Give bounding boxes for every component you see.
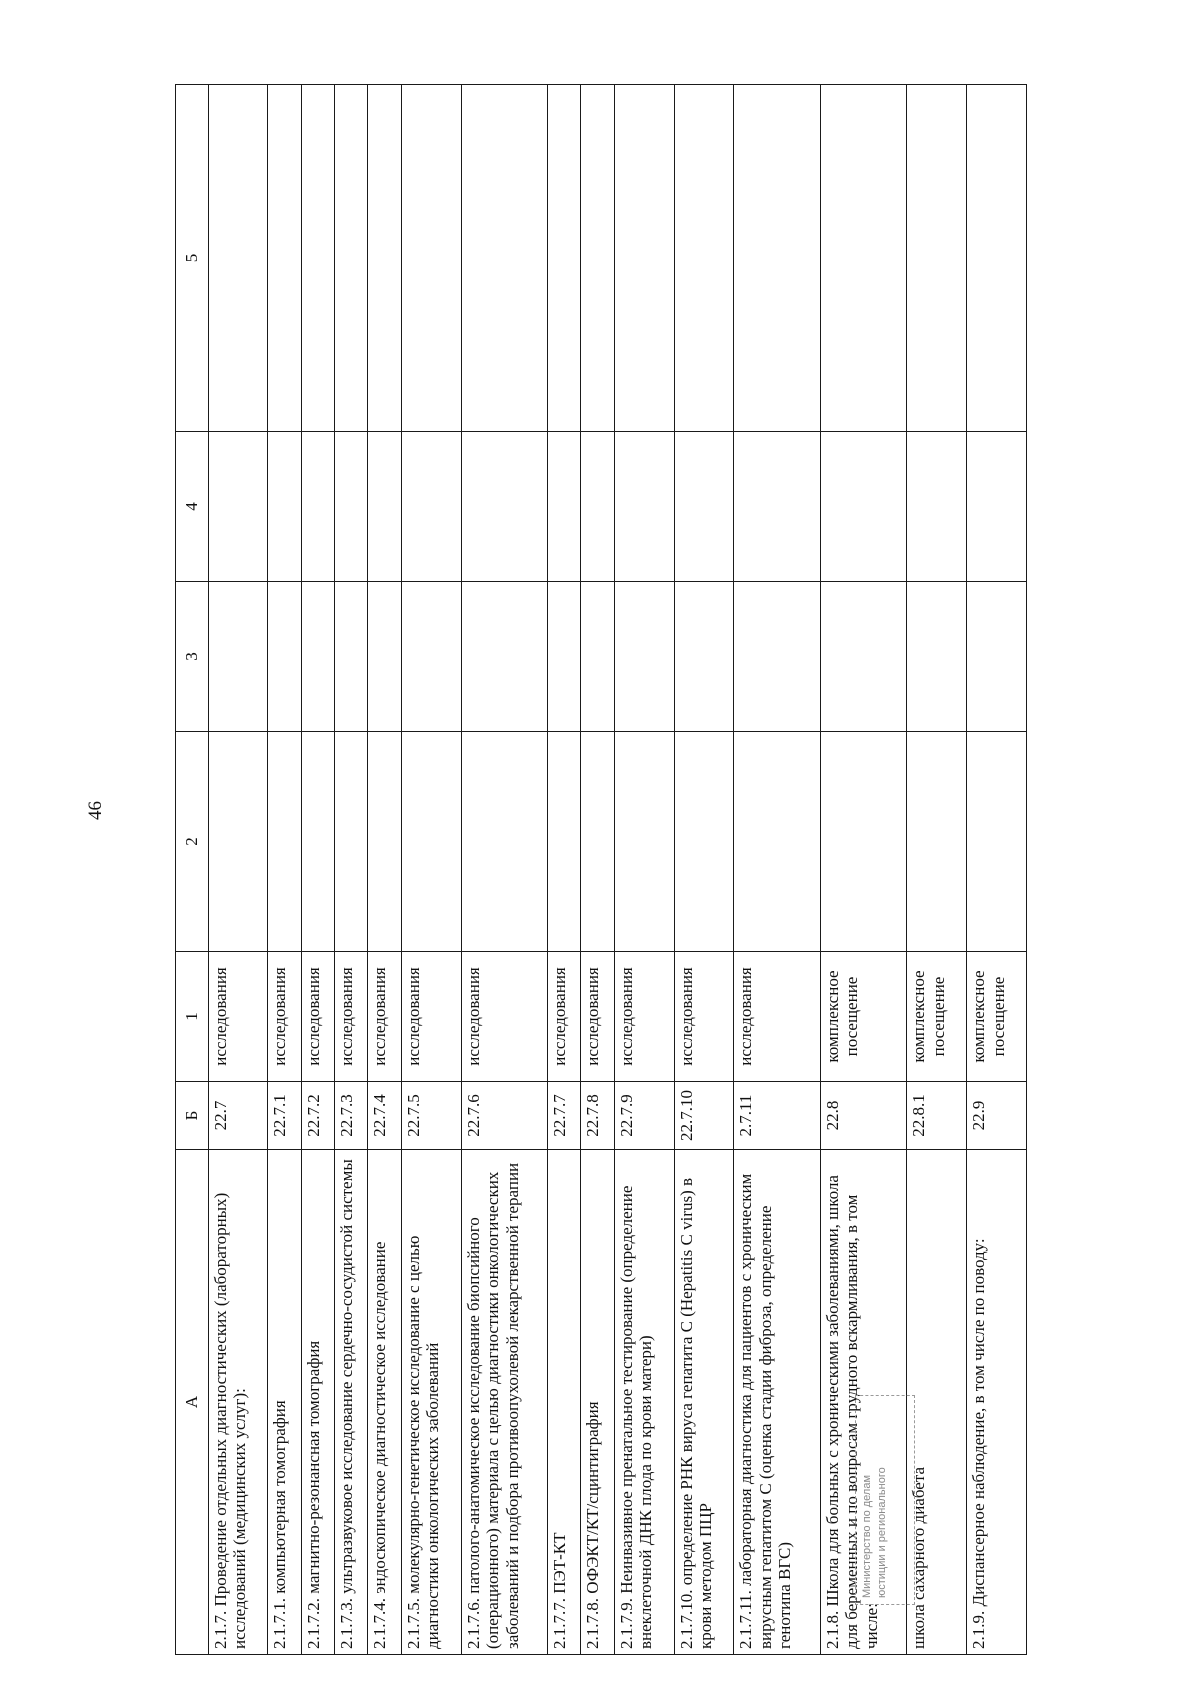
row-name: 2.1.7.9. Неинвазивное пренатальное тестирование (определение внеклеточной ДНК плода по крови матери) [614,1150,674,1655]
row-unit: исследования [614,952,674,1082]
stamp-line-2: юстиции и регионального [875,1467,888,1598]
cell-empty [907,432,967,582]
row-unit: исследования [208,952,268,1082]
cell-empty [967,432,1027,582]
cell-empty [268,432,301,582]
row-code: 22.7.3 [335,1082,368,1150]
table-row [581,85,614,1655]
row-code: 22.7.7 [547,1082,580,1150]
cell-empty [547,432,580,582]
cell-empty [734,582,820,732]
row-code: 22.8.1 [907,1082,967,1150]
row-name: 2.1.7.2. магнитно-резонансная томография [301,1150,334,1655]
row-name: школа сахарного диабета [907,1150,967,1655]
cell-empty [967,582,1027,732]
cell-empty [614,582,674,732]
cell-empty [401,582,461,732]
row-code: 22.7.9 [614,1082,674,1150]
row-name: 2.1.7.7. ПЭТ-КТ [547,1150,580,1655]
row-name: 2.1.7.8. ОФЭКТ/КТ/сцинтиграфия [581,1150,614,1655]
row-unit: исследования [547,952,580,1082]
row-unit: исследования [461,952,547,1082]
cell-empty [614,432,674,582]
header-col-a: А [176,1150,209,1655]
faded-stamp [855,1395,915,1605]
cell-empty [734,432,820,582]
table-row [674,85,734,1655]
cell-empty [268,732,301,952]
cell-empty [820,732,906,952]
cell-empty [907,732,967,952]
cell-empty [401,85,461,432]
cell-empty [547,732,580,952]
cell-empty [301,432,334,582]
table-row [907,85,967,1655]
cell-empty [967,85,1027,432]
row-code: 22.7.2 [301,1082,334,1150]
table-row [335,85,368,1655]
row-unit: комплексное посещение [907,952,967,1082]
row-unit: комплексное посещение [967,952,1027,1082]
row-name: 2.1.7.4. эндоскопическое диагностическое исследование [368,1150,401,1655]
cell-empty [335,432,368,582]
table-row [461,85,547,1655]
page-number: 46 [85,801,106,820]
cell-empty [335,732,368,952]
row-code: 2.7.11 [734,1082,820,1150]
row-unit: исследования [401,952,461,1082]
row-name: 2.1.7. Проведение отдельных диагностических (лабораторных) исследований (медицинских услуг): [208,1150,268,1655]
row-unit: исследования [734,952,820,1082]
table-row [967,85,1027,1655]
header-col-4: 4 [176,432,209,582]
cell-empty [581,85,614,432]
header-col-5: 5 [176,85,209,432]
table-row [547,85,580,1655]
cell-empty [547,582,580,732]
row-code: 22.7.6 [461,1082,547,1150]
row-unit: исследования [674,952,734,1082]
cell-empty [301,85,334,432]
row-code: 22.7.1 [268,1082,301,1150]
cell-empty [208,582,268,732]
header-col-b: Б [176,1082,209,1150]
row-unit: исследования [301,952,334,1082]
row-code: 22.9 [967,1082,1027,1150]
table-header-row [176,85,209,1655]
row-name: 2.1.7.3. ультразвуковое исследование сердечно-сосудистой системы [335,1150,368,1655]
table-row [614,85,674,1655]
cell-empty [268,85,301,432]
cell-empty [674,732,734,952]
cell-empty [401,432,461,582]
cell-empty [674,432,734,582]
header-col-3: 3 [176,582,209,732]
cell-empty [335,582,368,732]
table-row [401,85,461,1655]
row-code: 22.7.8 [581,1082,614,1150]
row-code: 22.7.10 [674,1082,734,1150]
row-name: 2.1.9. Диспансерное наблюдение, в том числе по поводу: [967,1150,1027,1655]
cell-empty [614,732,674,952]
cell-empty [674,85,734,432]
cell-empty [368,85,401,432]
cell-empty [820,582,906,732]
header-col-2: 2 [176,732,209,952]
cell-empty [820,85,906,432]
row-name: 2.1.7.11. лабораторная диагностика для пациентов с хроническим вирусным гепатитом C (оценка стадии фиброза, определение генотипа ВГС) [734,1150,820,1655]
table-row [208,85,268,1655]
cell-empty [461,732,547,952]
row-unit: исследования [581,952,614,1082]
row-unit: исследования [268,952,301,1082]
row-code: 22.7 [208,1082,268,1150]
cell-empty [907,85,967,432]
table-row [301,85,334,1655]
cell-empty [335,85,368,432]
cell-empty [368,432,401,582]
row-name: 2.1.7.10. определение РНК вируса гепатита C (Hepatitis C virus) в крови методом ПЦР [674,1150,734,1655]
table-row [734,85,820,1655]
table-row [368,85,401,1655]
cell-empty [208,85,268,432]
row-code: 22.7.4 [368,1082,401,1150]
cell-empty [301,582,334,732]
cell-empty [208,732,268,952]
row-name: 2.1.7.1. компьютерная томография [268,1150,301,1655]
cell-empty [461,85,547,432]
row-unit: исследования [368,952,401,1082]
row-name: 2.1.7.5. молекулярно-генетическое исследование с целью диагностики онкологических заболеваний [401,1150,461,1655]
stamp-line-1: Министерство по делам [861,1474,873,1598]
table-row [268,85,301,1655]
row-name: 2.1.7.6. патолого-анатомическое исследование биопсийного (операционного) материала с целью диагностики онкологических заболеваний и подбора противоопухолевой лекарственной терапии [461,1150,547,1655]
cell-empty [967,732,1027,952]
cell-empty [301,732,334,952]
cell-empty [368,732,401,952]
cell-empty [614,85,674,432]
row-name: 2.1.8. Школа для больных с хроническими заболеваниями, школа для беременных и по вопросам грудного вскармливания, в том числе: [820,1150,906,1655]
row-unit: исследования [335,952,368,1082]
cell-empty [581,582,614,732]
row-code: 22.7.5 [401,1082,461,1150]
cell-empty [734,85,820,432]
cell-empty [581,732,614,952]
cell-empty [674,582,734,732]
cell-empty [401,732,461,952]
cell-empty [368,582,401,732]
cell-empty [208,432,268,582]
cell-empty [461,582,547,732]
row-unit: комплексное посещение [820,952,906,1082]
cell-empty [581,432,614,582]
cell-empty [461,432,547,582]
cell-empty [820,432,906,582]
cell-empty [547,85,580,432]
header-col-1: 1 [176,952,209,1082]
row-code: 22.8 [820,1082,906,1150]
cell-empty [907,582,967,732]
cell-empty [734,732,820,952]
cell-empty [268,582,301,732]
